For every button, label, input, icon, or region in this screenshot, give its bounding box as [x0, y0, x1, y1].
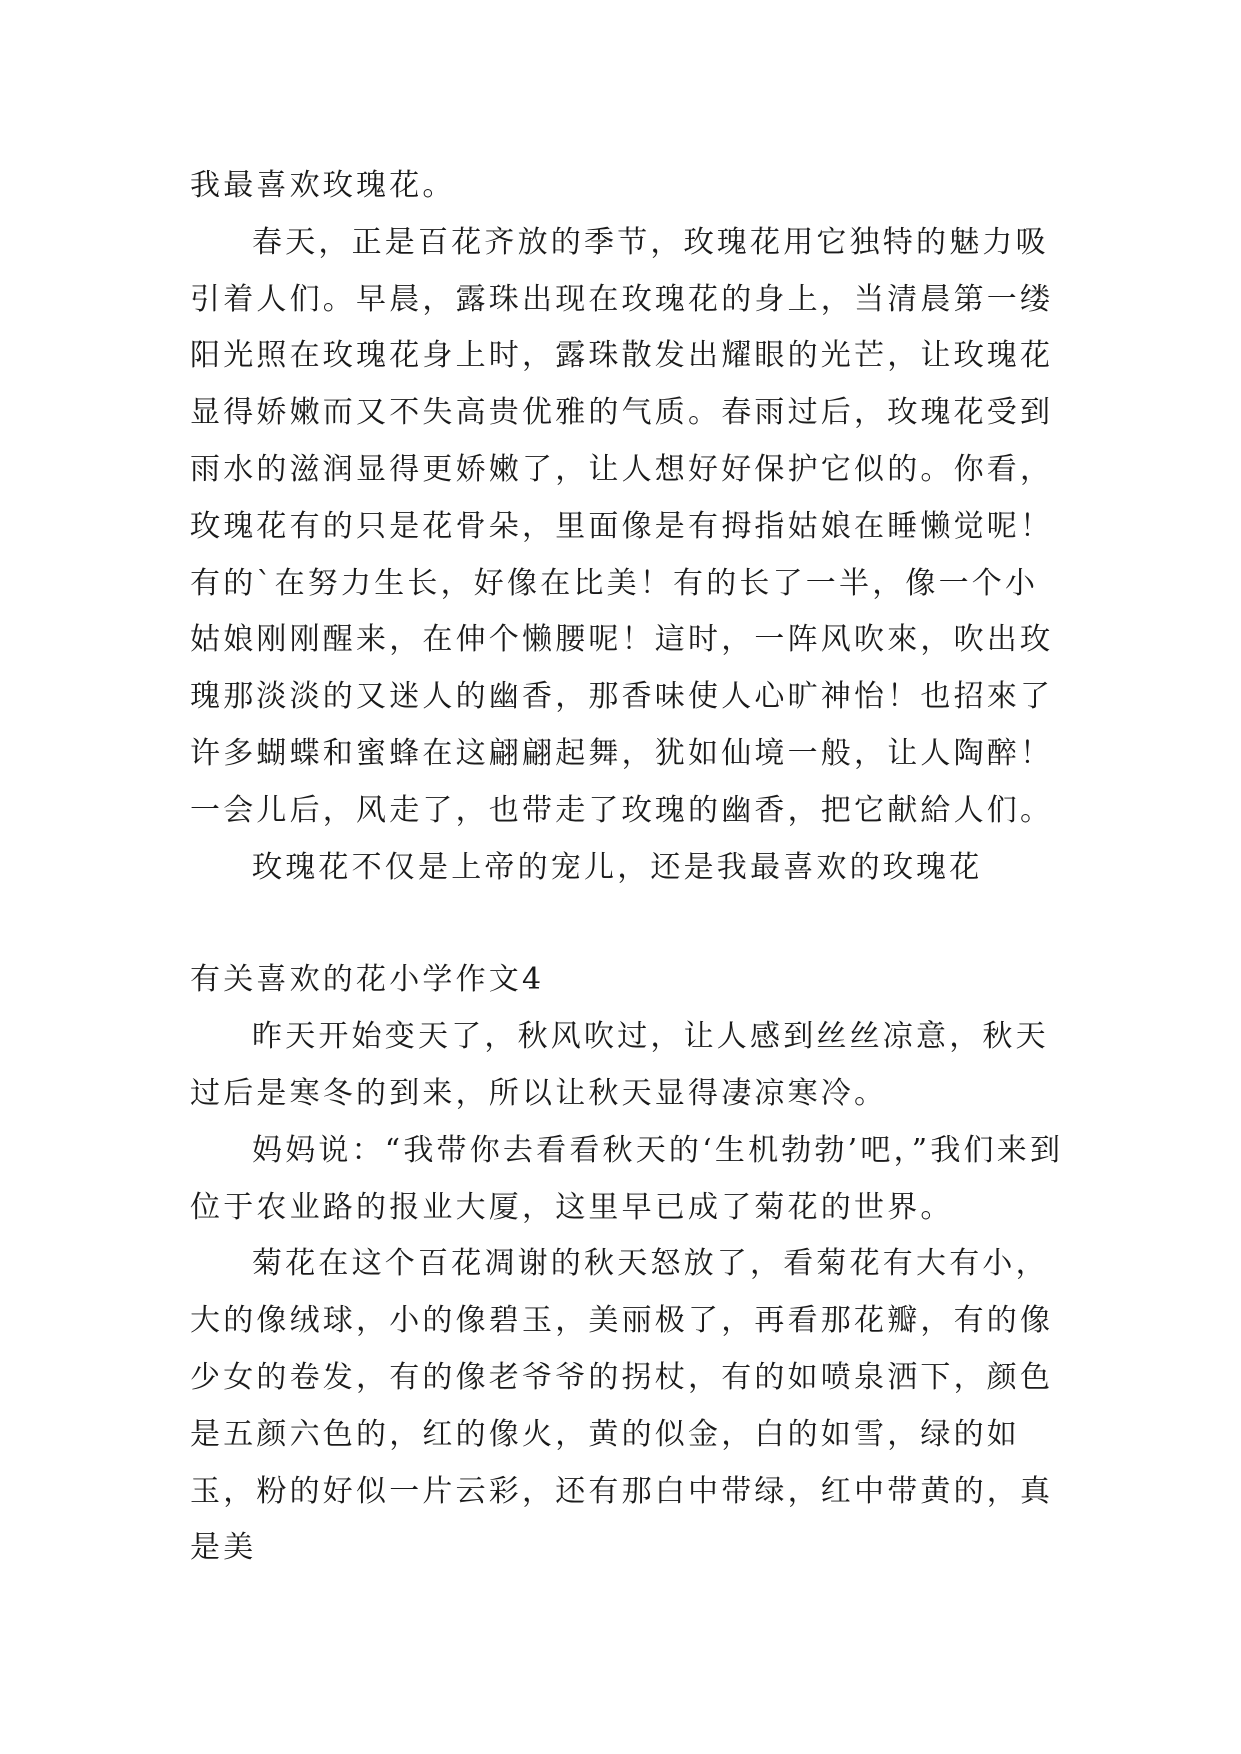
paragraph: 妈妈说：“我带你去看看秋天的‘生机勃勃’吧，”我们来到位于农业路的报业大厦，这里早已成了菊花的世界。: [190, 1132, 1064, 1225]
paragraph: 我最喜欢玫瑰花。: [190, 168, 456, 203]
document-body: [190, 158, 1070, 1577]
paragraph: 玫瑰花不仅是上帝的宠儿，还是我最喜欢的玫瑰花: [252, 849, 983, 885]
section-chrysanthemum: [190, 952, 1070, 1577]
section-rose: [190, 158, 1070, 896]
paragraph: 菊花在这个百花凋谢的秋天怒放了，看菊花有大有小，大的像绒球，小的像碧玉，美丽极了，再看那花瓣，有的像少女的卷发，有的像老爷爷的拐杖，有的如喷泉洒下，颜色是五颜六色的，红的像火，黄的似金，白的如雪，绿的如玉，粉的好似一片云彩，还有那白中带绿，红中带黄的，真是美: [190, 1246, 1054, 1566]
paragraph: 春天，正是百花齐放的季节，玫瑰花用它独特的魅力吸引着人们。早晨，露珠出现在玫瑰花的身上，当清晨第一缕阳光照在玫瑰花身上时，露珠散发出耀眼的光芒，让玫瑰花显得娇嫩而又不失高贵优雅的气质。春雨过后，玫瑰花受到雨水的滋润显得更娇嫩了，让人想好好保护它似的。你看，玫瑰花有的只是花骨朵，里面像是有拇指姑娘在睡懒觉呢！有的`在努力生长，好像在比美！有的长了一半，像一个小姑娘刚刚醒来，在伸个懒腰呢！這时，一阵风吹來，吹出玫瑰那淡淡的又迷人的幽香，那香味使人心旷神怡！也招來了许多蝴蝶和蜜蜂在这翩翩起舞，犹如仙境一般，让人陶醉！一会儿后，风走了，也带走了玫瑰的幽香，把它献給人们。: [190, 224, 1054, 828]
section-heading: 有关喜欢的花小学作文4: [190, 962, 545, 998]
paragraph: 昨天开始变天了，秋风吹过，让人感到丝丝凉意，秋天过后是寒冬的到来，所以让秋天显得凄凉寒冷。: [190, 1019, 1049, 1111]
